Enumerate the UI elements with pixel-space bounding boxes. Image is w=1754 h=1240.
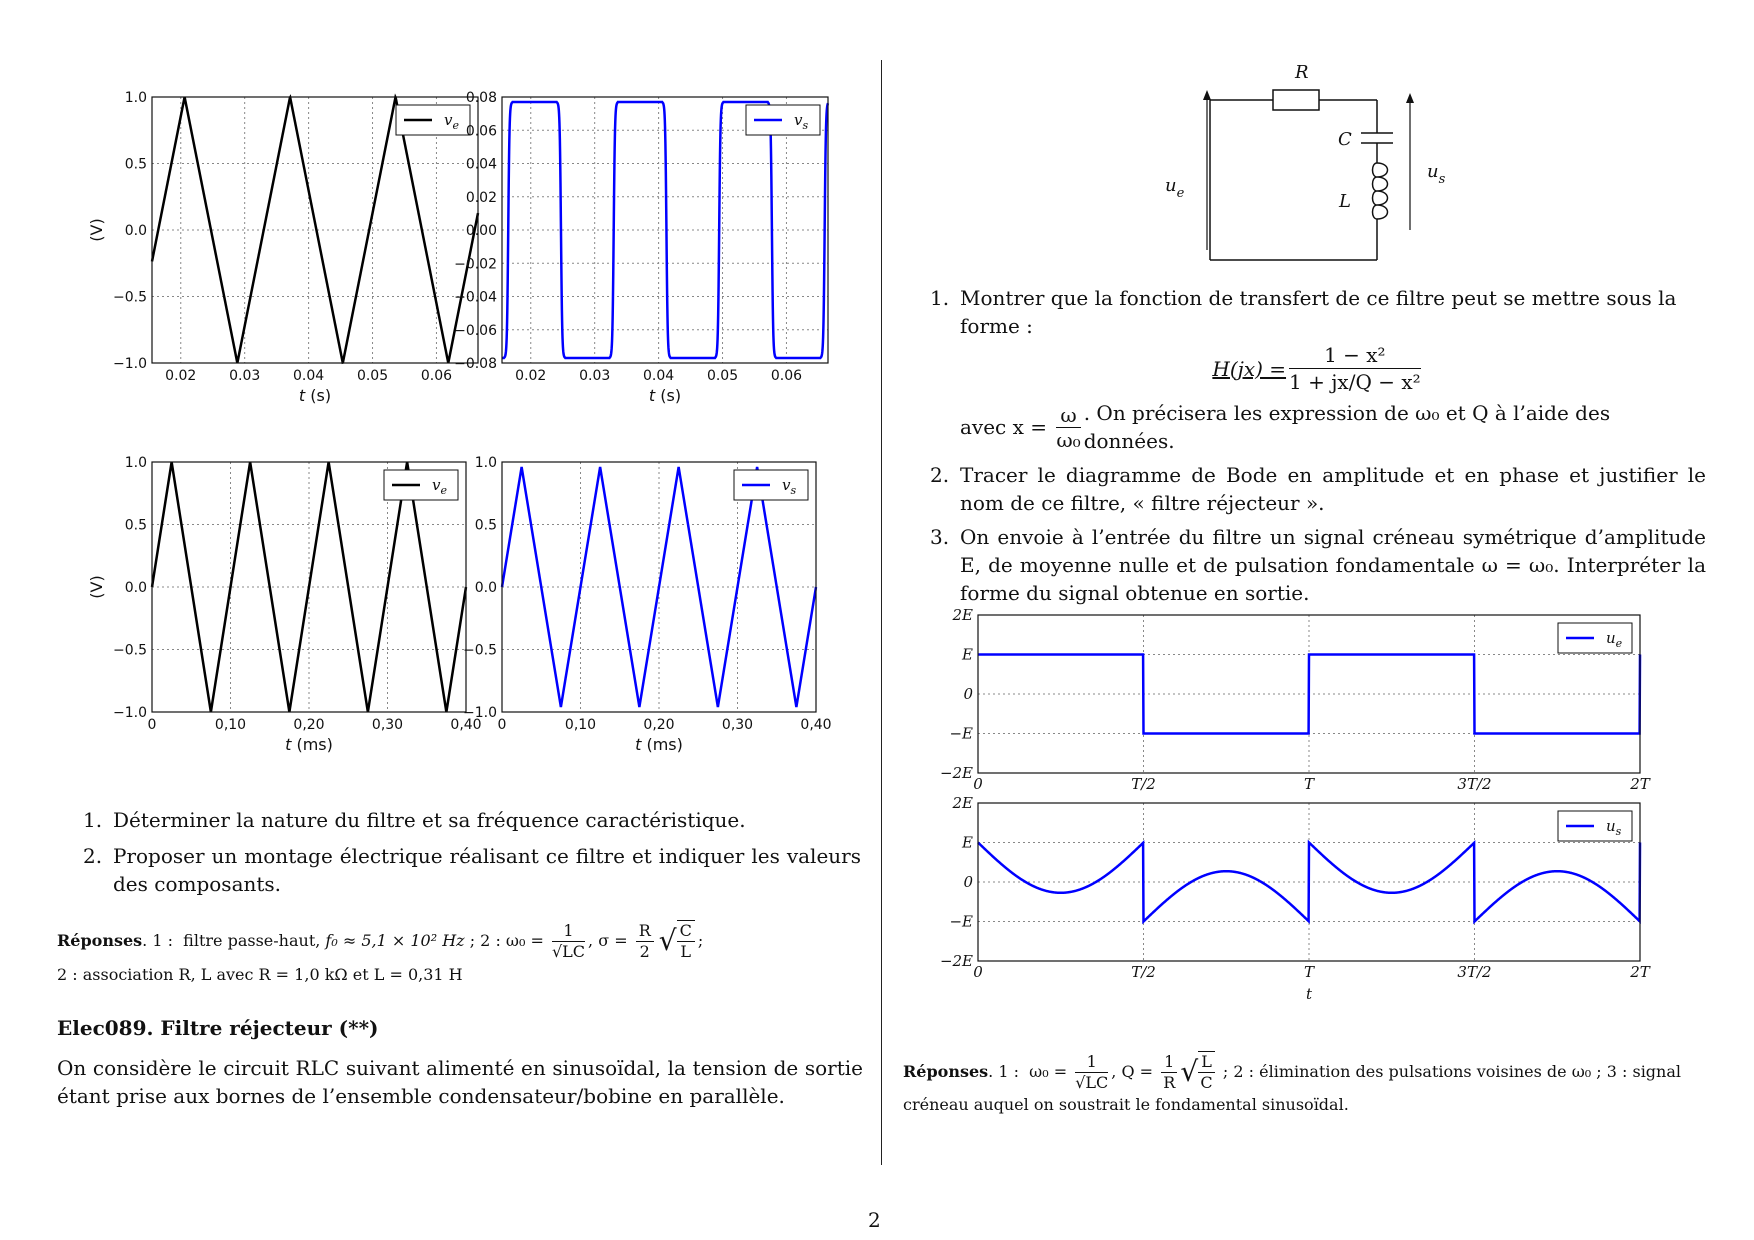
x-axis-label: t (ms) (285, 735, 333, 754)
x-axis-label: t (1305, 985, 1313, 1003)
x-tick-label: 0 (973, 775, 983, 793)
y-tick-label: E (962, 645, 973, 664)
x-axis-label: t (s) (648, 386, 682, 405)
y-tick-label: 1.0 (124, 90, 147, 106)
y-axis-label: (V) (87, 218, 106, 242)
rlc-circuit (1140, 55, 1500, 274)
x-tick-label: T (1303, 775, 1315, 793)
x-tick-label: 0.02 (515, 368, 547, 384)
column-divider (881, 60, 882, 1165)
y-tick-label: −1.0 (113, 356, 147, 372)
x-tick-label: 0,40 (450, 717, 482, 733)
x-tick-label: 0.05 (706, 368, 739, 384)
answer-text: , σ = (588, 931, 633, 950)
x-tick-label: 3T/2 (1457, 775, 1492, 793)
answer-line: créneau auquel on soustrait le fondamental sinusoïdal. (903, 1095, 1349, 1114)
chart-vs-seconds (430, 80, 810, 420)
y-tick-label: E (962, 833, 973, 852)
answers-label: Réponses (903, 1062, 989, 1081)
arrow-up-icon (1203, 90, 1211, 100)
arrow-up-icon (1406, 93, 1414, 103)
resistor-symbol (1273, 90, 1319, 110)
y-tick-label: −E (949, 912, 973, 931)
x-tick-label: 0,40 (800, 717, 832, 733)
question-text: On envoie à l’entrée du filtre un signal créneau symétrique d’amplitude E, de moyenne nulle et de pulsation fondamentale ω = ω₀. Interpréter la forme du signal obtenue en sortie. (960, 525, 1706, 605)
y-tick-label: −2E (939, 764, 973, 782)
y-tick-label: −0.5 (113, 289, 147, 306)
y-tick-label: 0.5 (474, 517, 497, 534)
legend (734, 470, 808, 500)
y-tick-label: 2E (952, 606, 973, 624)
x-tick-label: T (1303, 963, 1315, 981)
y-tick-label: 0 (963, 685, 973, 703)
answers-right: Réponses . 1 : ω₀ = $\frac{1}{√LC}$ , Q = $\frac{1}{R}$ √ $\frac{L}{C}$ ; 2 : élimination des pulsations voisines de ω₀ ; 3 : signal créneau auquel on soustrait le fondamental sinusoïdal. (903, 1052, 1713, 1118)
fraction: $\frac{\omega}{\text{ω₀}}$ (1056, 402, 1081, 452)
exercise-title: Elec089. Filtre réjecteur (**) (57, 1016, 379, 1040)
legend-label: $v_e$ (444, 111, 459, 132)
x-tick-label: 0.02 (165, 368, 197, 384)
sqrt-icon: √ (1180, 1055, 1199, 1088)
plot-vs-top (430, 80, 810, 420)
exercise-intro: On considère le circuit RLC suivant alimenté en sinusoïdal, la tension de sortie étant prise aux bornes de l’ensemble condensateur/bobine en parallèle. (57, 1056, 863, 1108)
plot-ve-top (80, 80, 460, 420)
x-tick-label: 0.03 (579, 368, 611, 384)
legend (1558, 623, 1632, 653)
question-number: 1. (930, 286, 950, 310)
x-tick-label: 2T (1630, 775, 1650, 793)
label-R: R (1295, 62, 1309, 83)
fraction: $\frac{1}{√LC}$ (1075, 1051, 1109, 1092)
x-tick-label: T/2 (1131, 775, 1156, 793)
legend-label: $u_s$ (1606, 817, 1622, 838)
inductor-symbol (1377, 163, 1388, 219)
y-tick-label: 0.02 (465, 189, 497, 206)
y-tick-label: 1.0 (124, 455, 147, 471)
circuit-diagram (1140, 55, 1500, 270)
answer-text: . 1 : filtre passe-haut, (142, 931, 326, 950)
x-tick-label: 0.04 (293, 368, 325, 384)
sqrt-icon: √ (658, 924, 677, 957)
y-axis-label: (V) (87, 575, 106, 599)
fraction: $\frac{L}{C}$ (1198, 1051, 1215, 1093)
plot-vs-bottom (430, 440, 832, 780)
question-text: Montrer que la fonction de transfert de ce filtre peut se mettre sous la forme : (960, 286, 1677, 338)
chart-ve-ms (80, 440, 482, 780)
question-item (83, 842, 861, 898)
x-tick-label: T/2 (1131, 963, 1156, 981)
chart-vs-ms (430, 440, 832, 780)
plot-us (930, 793, 1670, 1013)
left-questions (83, 806, 861, 898)
x-tick-label: 0.05 (356, 368, 389, 384)
y-tick-label: 2E (952, 794, 973, 812)
y-tick-label: −0.5 (463, 642, 497, 659)
series-line-u_e (978, 655, 1640, 734)
y-tick-label: 0.5 (124, 156, 147, 173)
question-text: Tracer le diagramme de Bode en amplitude et en phase et justifier le nom de ce filtre, « filtre réjecteur ». (960, 463, 1706, 515)
answers-left (57, 922, 857, 988)
legend (746, 105, 820, 135)
x-axis-label: t (s) (298, 386, 332, 405)
fraction: $\frac{1}{√LC}$ (551, 920, 586, 961)
question-continuation: avec x = $\frac{\omega}{\text{ω₀}}$ . On précisera les expression de ω₀ et Q à l’aide des données. (960, 401, 1611, 453)
x-tick-label: 0,10 (214, 717, 247, 733)
chart-ue-square (930, 605, 1670, 795)
equation-lhs: H(jx) = (1212, 356, 1287, 381)
legend-label: $u_e$ (1606, 629, 1623, 650)
fraction: $\frac{C}{L}$ (677, 920, 695, 962)
y-tick-label: 0.5 (124, 517, 147, 534)
x-tick-label: 0,30 (721, 717, 754, 733)
y-tick-label: 0.0 (474, 580, 497, 596)
answer-text: ; 2 : ω₀ = (464, 931, 549, 950)
plot-ue (930, 605, 1670, 795)
x-tick-label: 0,10 (564, 717, 597, 733)
label-L: L (1339, 191, 1351, 212)
transfer-function-equation (930, 342, 1706, 395)
x-tick-label: 0.06 (770, 368, 803, 384)
answer-line: 2 : association R, L avec R = 1,0 kΩ et L = 0,31 H (57, 965, 463, 984)
label-ue: $u_e$ (1165, 175, 1185, 201)
x-tick-label: 0 (147, 717, 157, 733)
page-number: 2 (868, 1208, 881, 1232)
y-tick-label: 0 (963, 873, 973, 891)
legend-label: $v_s$ (782, 476, 797, 497)
plot-ve-bottom (80, 440, 482, 780)
x-tick-label: 0,20 (293, 717, 325, 733)
x-tick-label: 2T (1630, 963, 1650, 981)
y-tick-label: 0.00 (465, 223, 497, 239)
answer-text: ; (697, 931, 704, 950)
fraction: $\frac{R}{2}$ (636, 921, 654, 962)
y-tick-label: 0.06 (465, 123, 497, 140)
chart-ve-seconds (80, 80, 460, 420)
y-tick-label: −2E (939, 952, 973, 970)
y-tick-label: −1.0 (113, 705, 147, 721)
x-axis-label: t (ms) (635, 735, 683, 754)
y-tick-label: 0.08 (465, 90, 497, 106)
question-number: 2. (83, 844, 103, 868)
fraction: $\frac{\text{1 − x²}}{\text{1 + jx/Q − x²}}$ (1289, 343, 1421, 394)
x-tick-label: 0.06 (420, 368, 453, 384)
question-text: Déterminer la nature du filtre et sa fréquence caractéristique. (113, 808, 746, 832)
y-tick-label: −0.5 (113, 642, 147, 659)
legend-label: $v_s$ (794, 111, 809, 132)
question-number: 2. (930, 463, 950, 487)
series-line-u_s (978, 843, 1640, 922)
label-C: C (1338, 129, 1352, 150)
y-tick-label: 1.0 (474, 455, 497, 471)
x-tick-label: 0 (497, 717, 507, 733)
x-tick-label: 0.04 (643, 368, 675, 384)
question-number: 1. (83, 808, 103, 832)
chart-us-output (930, 793, 1670, 1013)
legend (1558, 811, 1632, 841)
y-tick-label: 0.04 (465, 156, 497, 173)
legend-label: $v_e$ (432, 476, 447, 497)
y-tick-label: −0.04 (454, 289, 497, 306)
question-item (83, 806, 861, 834)
x-tick-label: 0,20 (643, 717, 675, 733)
y-tick-label: −E (949, 724, 973, 743)
y-tick-label: 0.0 (124, 580, 147, 596)
fraction: $\frac{1}{R}$ (1161, 1052, 1177, 1093)
x-tick-label: 3T/2 (1457, 963, 1492, 981)
y-tick-label: −0.06 (454, 322, 497, 339)
question-number: 3. (930, 525, 950, 549)
answers-label: Réponses (57, 931, 143, 950)
x-tick-label: 0,30 (371, 717, 404, 733)
right-questions (930, 284, 1706, 607)
y-tick-label: −0.08 (454, 356, 497, 372)
y-tick-label: −0.02 (454, 256, 497, 273)
series-line-v_s (502, 102, 828, 358)
question-text: Proposer un montage électrique réalisant ce filtre et indiquer les valeurs des composants. (113, 844, 861, 896)
x-tick-label: 0 (973, 963, 983, 981)
y-tick-label: −1.0 (463, 705, 497, 721)
answer-text: f₀ ≈ 5,1 × 10² Hz (325, 931, 465, 950)
y-tick-label: 0.0 (124, 223, 147, 239)
label-us: $u_s$ (1427, 161, 1446, 187)
x-tick-label: 0.03 (229, 368, 261, 384)
